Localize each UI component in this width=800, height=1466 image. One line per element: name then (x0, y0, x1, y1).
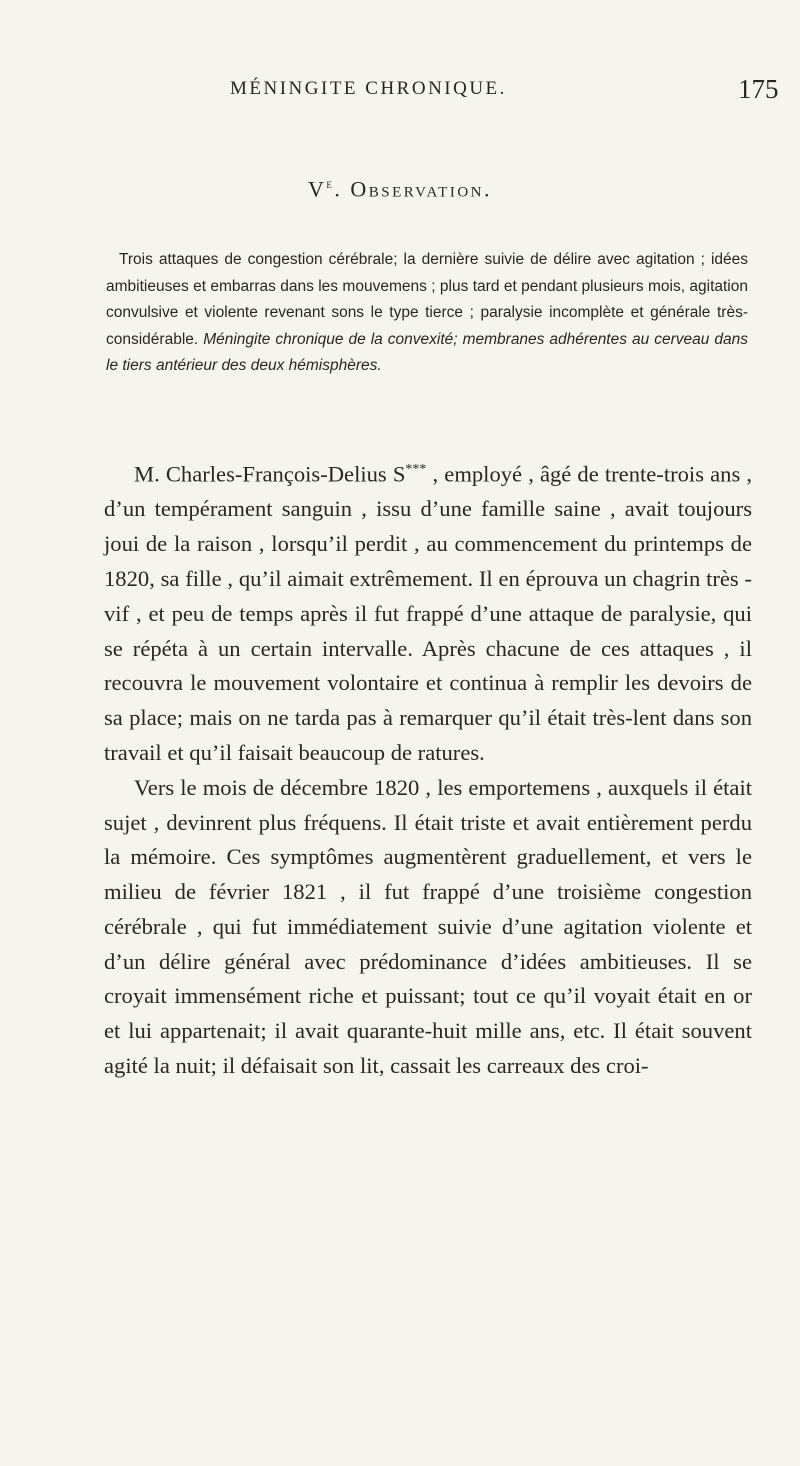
observation-title: . Observation. (334, 176, 492, 202)
summary-diagnosis: Méningite chronique de la convexité; membranes adhérentes au cerveau dans le tiers antérieur des deux hémisphères. (106, 330, 748, 374)
running-title: MÉNINGITE CHRONIQUE. (230, 78, 507, 99)
running-head (0, 74, 800, 108)
paragraph-1-rest: , employé , âgé de trente-trois ans , d’un tempérament sanguin , issu d’une famille saine , avait toujours joui de la raison , lorsqu’il perdit , au commencement du printemps de 1820, sa fille , qu’il aimait extrêmement. Il en éprouva un chagrin très - vif , et peu de temps après il fut frappé d’une attaque de paralysie, qui se répéta à un certain intervalle. Après chacune de ces attaques , il recouvra le mouvement volontaire et continua à remplir les devoirs de sa place; mais on ne tarda pas à remarquer qu’il était très-lent dans son travail et qu’il faisait beaucoup de ratures. (104, 461, 752, 765)
case-summary (106, 247, 748, 380)
observation-heading (0, 176, 800, 202)
paragraph-1-stars: *** (405, 462, 427, 477)
page-number: 175 (738, 74, 779, 104)
observation-numeral-suffix: e (326, 176, 335, 191)
observation-numeral: V (308, 176, 327, 202)
paragraph-2: Vers le mois de décembre 1820 , les emportemens , auxquels il était sujet , devinrent plus fréquens. Il était triste et avait entièrement perdu la mémoire. Ces symptômes augmentèrent graduellement, et vers le milieu de février 1821 , il fut frappé d’une troisième congestion cérébrale , qui fut immédiatement suivie d’une agitation violente et d’un délire général avec prédominance d’idées ambitieuses. Il se croyait immensément riche et puissant; tout ce qu’il voyait était en or et lui appartenait; il avait quarante-huit mille ans, etc. Il était souvent agité la nuit; il défaisait son lit, cassait les carreaux des croi- (104, 774, 752, 1079)
paragraph-1-start: M. Charles-François-Delius S (134, 461, 406, 487)
body-text (104, 453, 752, 1084)
summary-lead: Trois attaques de congestion cérébrale; la dernière suivie de délire avec agitation ; idées ambitieuses et embarras dans les mouvemens ; plus tard et pendant plusieurs mois, agitation convulsive et violente revenant sons le type tierce ; paralysie incomplète et générale très-considérable. (106, 251, 748, 348)
paragraph-1 (104, 453, 752, 771)
